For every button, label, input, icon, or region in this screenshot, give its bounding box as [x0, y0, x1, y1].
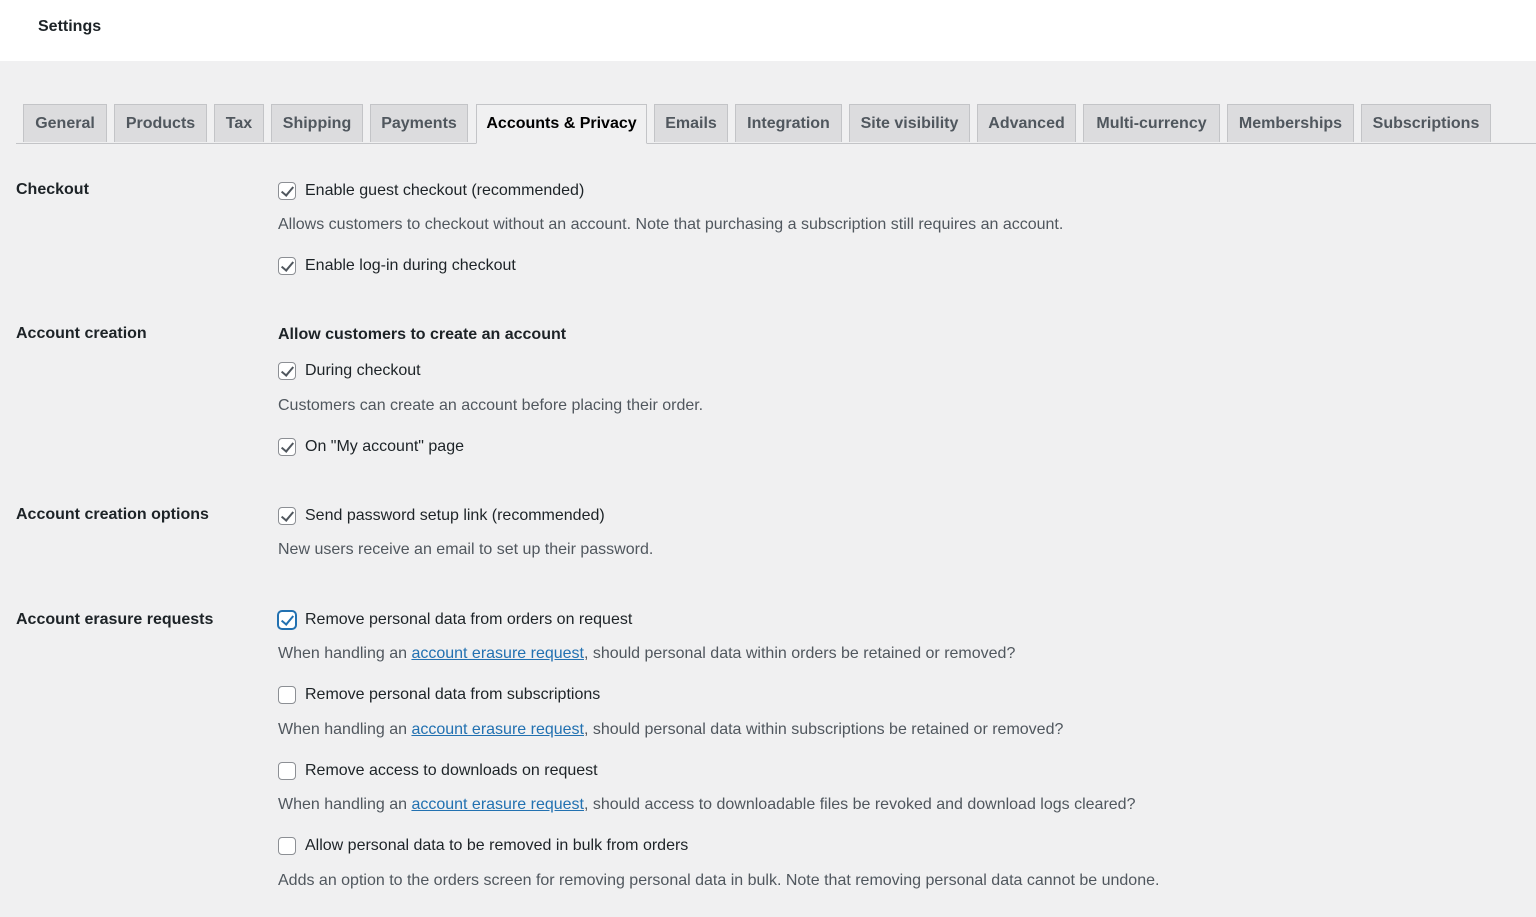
erase-orders-description: When handling an account erasure request, should personal data within orders be retained or removed? — [278, 645, 1016, 662]
guest-checkout-checkbox[interactable] — [278, 182, 296, 200]
erasure-request-link[interactable]: account erasure request — [411, 796, 584, 813]
erasure-request-link[interactable]: account erasure request — [411, 721, 584, 738]
erase-subscriptions-label: Remove personal data from subscriptions — [305, 686, 601, 703]
account-options-label: Account creation options — [16, 506, 209, 523]
account-creation-subhead: Allow customers to create an account — [278, 326, 567, 343]
erasure-label: Account erasure requests — [16, 611, 214, 628]
tab-accounts-privacy[interactable]: Accounts & Privacy — [476, 104, 647, 144]
checkout-label: Checkout — [16, 181, 89, 198]
tab-memberships[interactable]: Memberships — [1227, 104, 1354, 142]
remove-downloads-option[interactable] — [278, 761, 598, 781]
tab-advanced[interactable]: Advanced — [977, 104, 1076, 142]
erase-orders-option[interactable] — [278, 610, 632, 630]
erasure-request-link[interactable]: account erasure request — [411, 645, 584, 662]
guest-checkout-label: Enable guest checkout (recommended) — [305, 182, 585, 199]
account-creation-label: Account creation — [16, 325, 147, 342]
remove-downloads-checkbox[interactable] — [278, 762, 296, 780]
during-checkout-checkbox[interactable] — [278, 362, 296, 380]
during-checkout-label: During checkout — [305, 362, 421, 379]
login-checkout-option[interactable] — [278, 256, 516, 276]
erase-subscriptions-option[interactable] — [278, 685, 600, 705]
tab-multi-currency[interactable]: Multi-currency — [1083, 104, 1220, 142]
tab-general[interactable]: General — [23, 104, 107, 142]
guest-checkout-description: Allows customers to checkout without an account. Note that purchasing a subscription still requires an account. — [278, 216, 1064, 233]
tab-products[interactable]: Products — [114, 104, 207, 142]
login-checkout-label: Enable log-in during checkout — [305, 257, 516, 274]
login-checkout-checkbox[interactable] — [278, 257, 296, 275]
password-link-checkbox[interactable] — [278, 507, 296, 525]
page-title: Settings — [38, 18, 102, 35]
my-account-label: On "My account" page — [305, 438, 464, 455]
bulk-removal-checkbox[interactable] — [278, 837, 296, 855]
erase-subscriptions-checkbox[interactable] — [278, 686, 296, 704]
tab-integration[interactable]: Integration — [735, 104, 842, 142]
top-bar — [0, 0, 1536, 61]
password-link-label: Send password setup link (recommended) — [305, 507, 605, 524]
bulk-removal-option[interactable] — [278, 836, 688, 856]
guest-checkout-option[interactable] — [278, 181, 584, 201]
erase-subscriptions-description: When handling an account erasure request, should personal data within subscriptions be retained or removed? — [278, 721, 1064, 738]
erase-orders-label: Remove personal data from orders on request — [305, 611, 633, 628]
erase-orders-checkbox[interactable] — [278, 611, 296, 629]
tab-tax[interactable]: Tax — [214, 104, 264, 142]
password-link-option[interactable] — [278, 506, 605, 526]
my-account-checkbox[interactable] — [278, 438, 296, 456]
tab-shipping[interactable]: Shipping — [271, 104, 363, 142]
bulk-removal-label: Allow personal data to be removed in bulk from orders — [305, 837, 689, 854]
tab-site-visibility[interactable]: Site visibility — [849, 104, 970, 142]
remove-downloads-description: When handling an account erasure request, should access to downloadable files be revoked and download logs cleared? — [278, 796, 1136, 813]
tab-payments[interactable]: Payments — [370, 104, 468, 142]
bulk-removal-description: Adds an option to the orders screen for removing personal data in bulk. Note that removing personal data cannot be undone. — [278, 872, 1160, 889]
during-checkout-option[interactable] — [278, 361, 421, 381]
password-link-description: New users receive an email to set up their password. — [278, 541, 654, 558]
my-account-option[interactable] — [278, 437, 464, 457]
settings-tabs — [16, 104, 1536, 144]
tab-emails[interactable]: Emails — [654, 104, 728, 142]
tab-subscriptions[interactable]: Subscriptions — [1361, 104, 1491, 142]
during-checkout-description: Customers can create an account before placing their order. — [278, 397, 704, 414]
remove-downloads-label: Remove access to downloads on request — [305, 762, 598, 779]
